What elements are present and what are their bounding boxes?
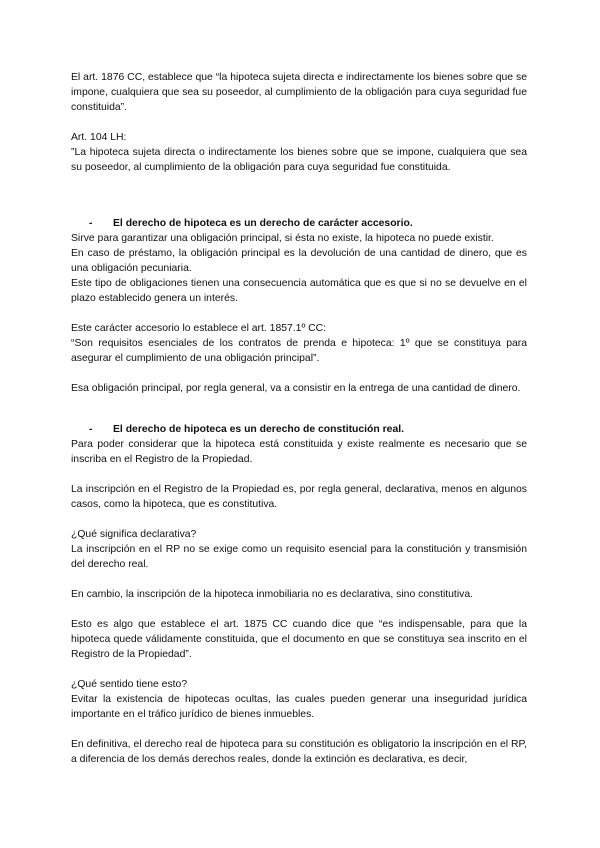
paragraph-declarativa-constitutiva: La inscripción en el Registro de la Propiedad es, por regla general, declarativa, menos en algunos casos, como la hipoteca, que es constitutiva.: [71, 484, 527, 510]
paragraph-prestamo: En caso de préstamo, la obligación principal es la devolución de una cantidad de dinero, que es una obligación pecuniaria.: [71, 248, 527, 274]
paragraph-pregunta-sentido: ¿Qué sentido tiene esto?: [71, 679, 188, 690]
paragraph-rp-requisito: La inscripción en el RP no se exige como un requisito esencial para la constitución y transmisión del derecho real.: [71, 544, 527, 570]
paragraph-obligacion-principal: Esa obligación principal, por regla general, va a consistir en la entrega de una cantidad de dinero.: [71, 383, 521, 394]
paragraph-pregunta-declarativa: ¿Qué significa declarativa?: [71, 529, 197, 540]
section-heading-accesorio: [71, 216, 527, 231]
heading-text: El derecho de hipoteca es un derecho de constitución real.: [113, 424, 405, 435]
section-heading-constitucion: [71, 422, 527, 437]
document-page: [71, 70, 527, 767]
bullet-dash: -: [89, 424, 93, 435]
paragraph-en-definitiva: En definitiva, el derecho real de hipoteca para su constitución es obligatorio la inscripción en el RP, a diferencia de los demás derechos reales, donde la extinción es declarativa, es decir,: [71, 739, 527, 765]
paragraph-interes: Este tipo de obligaciones tienen una consecuencia automática que es que si no se devuelve en el plazo establecido genera un interés.: [71, 278, 527, 304]
paragraph-art-104-quote: ”La hipoteca sujeta directa o indirectamente los bienes sobre que se impone, cualquiera que sea su poseedor, al cumplimiento de la obligación para cuya seguridad fue constituida.: [71, 147, 527, 173]
paragraph-art-104-label: Art. 104 LH:: [71, 132, 127, 143]
paragraph-inscripcion-necesaria: Para poder considerar que la hipoteca está constituida y existe realmente es necesario que se inscriba en el Registro de la Propiedad.: [71, 439, 527, 465]
paragraph-hipotecas-ocultas: Evitar la existencia de hipotecas ocultas, las cuales pueden generar una inseguridad jurídica importante en el tráfico jurídico de bienes inmuebles.: [71, 694, 527, 720]
heading-text: El derecho de hipoteca es un derecho de carácter accesorio.: [113, 218, 413, 229]
paragraph-art-1875: Esto es algo que establece el art. 1875 CC cuando dice que “es indispensable, para que la hipoteca quede válidamente constituida, que el documento en que se constituya sea inscrito en el Registro de la Propiedad”.: [71, 619, 527, 660]
paragraph-art-1857-quote: “Son requisitos esenciales de los contratos de prenda e hipoteca: 1º que se constituya para asegurar el cumplimiento de una obligación principal”.: [71, 338, 527, 364]
paragraph-garantizar: Sirve para garantizar una obligación principal, si ésta no existe, la hipoteca no puede existir.: [71, 233, 494, 244]
paragraph-hipoteca-inmobiliaria: En cambio, la inscripción de la hipoteca inmobiliaria no es declarativa, sino constitutiva.: [71, 589, 473, 600]
paragraph-art-1857-label: Este carácter accesorio lo establece el art. 1857.1º CC:: [71, 323, 327, 334]
bullet-dash: -: [89, 218, 93, 229]
paragraph-art-1876: El art. 1876 CC, establece que “la hipoteca sujeta directa e indirectamente los bienes sobre que se impone, cualquiera que sea su poseedor, al cumplimiento de la obligación para cuya seguridad fue constituida”.: [71, 72, 527, 113]
